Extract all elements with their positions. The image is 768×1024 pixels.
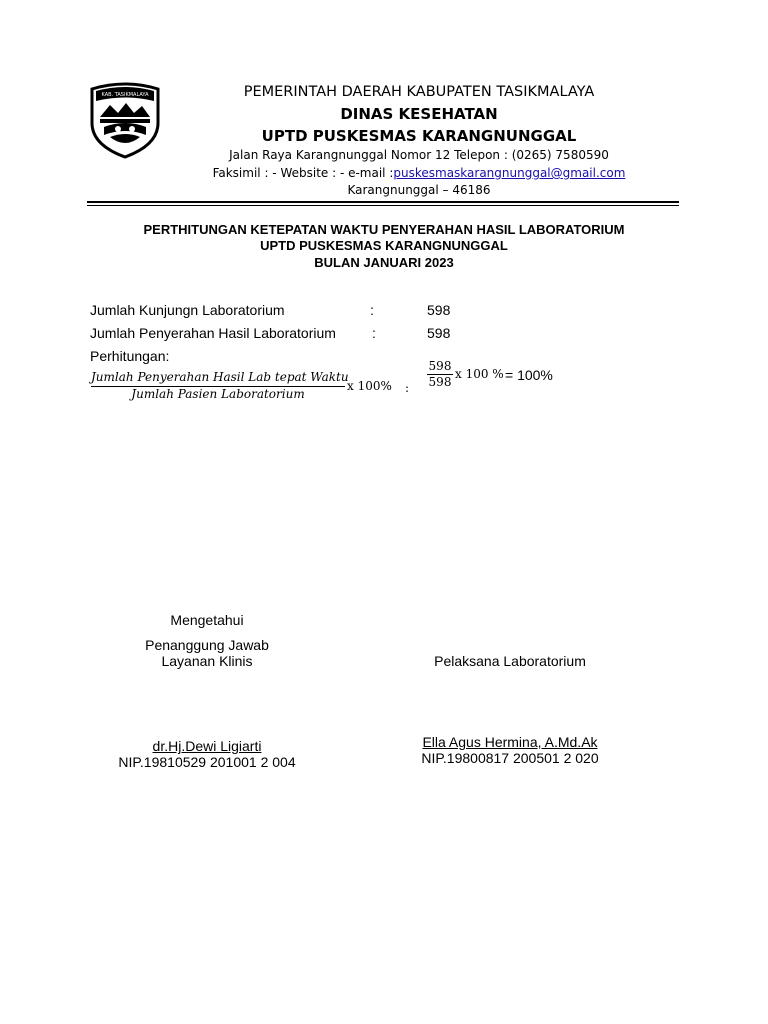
right-role: Pelaksana Laboratorium [434,653,586,669]
row-sep-results: : [372,325,376,341]
letterhead-rule-thick [87,201,679,203]
value-denominator: 598 [428,375,452,389]
regency-emblem-icon [86,79,164,159]
document-subtitle: UPTD PUSKESMAS KARANGNUNGGAL [260,238,508,253]
left-signatory-nip: NIP.19810529 201001 2 004 [118,754,296,770]
left-signatory-name [107,738,307,754]
government-name: PEMERINTAH DAERAH KABUPATEN TASIKMALAYA [243,84,595,100]
regency-logo [86,79,164,159]
email-link[interactable]: puskesmaskarangnunggal@gmail.com [393,166,626,180]
left-role-line2: Layanan Klinis [161,653,253,669]
acknowledge-label: Mengetahui [170,612,244,628]
right-signatory-name [410,734,610,750]
document-title: PERTHITUNGAN KETEPATAN WAKTU PENYERAHAN HASIL LABORATORIUM [143,222,625,237]
left-name-text: dr.Hj.Dewi Ligiarti [152,738,262,754]
contact-line [180,166,658,180]
letterhead-rule-thin [87,205,679,206]
right-name-text: Ella Agus Hermina, A.Md.Ak [422,734,598,750]
contact-prefix: Faksimil : - Website : - e-mail : [212,166,394,180]
document-period: BULAN JANUARI 2023 [314,255,454,270]
formula-denominator: Jumlah Pasien Laboratorium [131,387,305,401]
calculation-result: = 100% [505,367,553,383]
row-value-results: 598 [427,325,451,341]
row-label-results: Jumlah Penyerahan Hasil Laboratorium [90,325,336,341]
left-role-line1: Penanggung Jawab [145,637,269,653]
institution-name: UPTD PUSKESMAS KARANGNUNGGAL [261,127,577,145]
formula-multiplier: x 100% [347,379,392,393]
formula-numerator: Jumlah Penyerahan Hasil Lab tepat Waktu [91,370,349,384]
calculation-label: Perhitungan: [90,348,170,364]
city-line: Karangnunggal – 46186 [347,183,491,197]
value-multiplier: x 100 % [455,367,504,381]
address-line: Jalan Raya Karangnunggal Nomor 12 Telepon : (0265) 7580590 [229,148,609,162]
row-label-visits: Jumlah Kunjungn Laboratorium [90,302,285,318]
row-sep-visits: : [370,302,374,318]
row-value-visits: 598 [427,302,451,318]
value-numerator: 598 [428,359,452,373]
formula-sep: : [405,381,410,395]
agency-name: DINAS KESEHATAN [340,105,498,123]
right-signatory-nip: NIP.19800817 200501 2 020 [421,750,599,766]
logo-text: KAB. TASIKMALAYA [101,92,149,98]
